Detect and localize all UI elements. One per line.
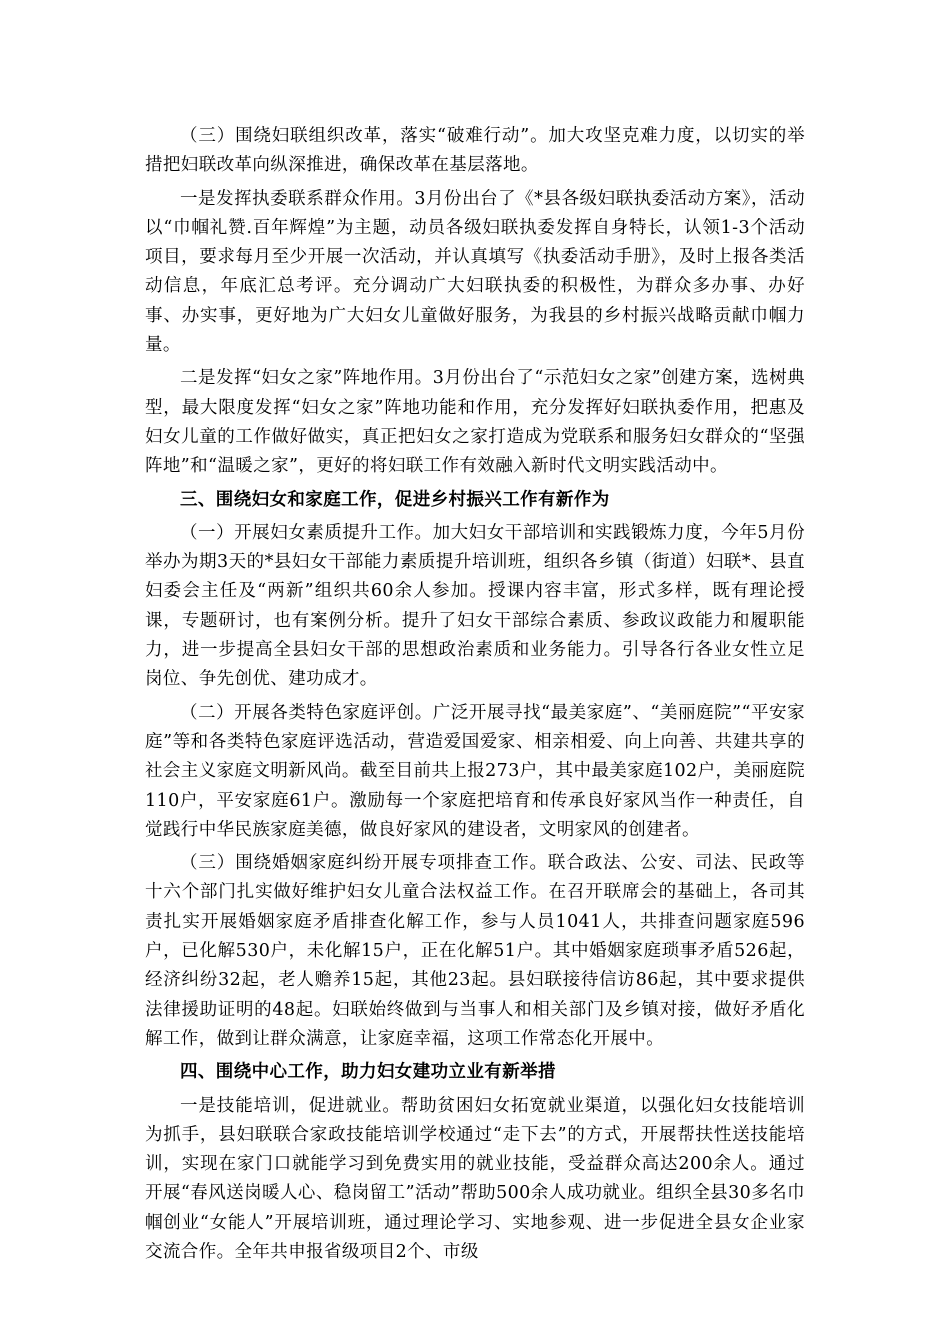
paragraph-organization-reform: （三）围绕妇联组织改革，落实“破难行动”。加大攻坚克难力度，以切实的举措把妇联改革向纵深推进，确保改革在基层落地。 (145, 126, 805, 176)
paragraph-womens-home: 二是发挥“妇女之家”阵地作用。3月份出台了“示范妇女之家”创建方案，选树典型，最大限度发挥“妇女之家”阵地功能和作用，充分发挥好妇联执委作用，把惠及妇女儿童的工作做好做实，真正把妇女之家打造成为党联系和服务妇女群众的“坚强阵地”和“温暖之家”，更好的将妇联工作有效融入新时代文明实践活动中。 (145, 368, 805, 477)
document-page (145, 122, 805, 1267)
paragraph-skill-training: 一是技能培训，促进就业。帮助贫困妇女拓宽就业渠道，以强化妇女技能培训为抓手，县妇联联合家政技能培训学校通过“走下去”的方式，开展帮扶性送技能培训，实现在家门口就能学习到免费实用的就业技能，受益群众高达200余人。通过开展“春风送岗暖人心、稳岗留工”活动”帮助500余人成功就业。组织全县30多名巾帼创业“女能人”开展培训班，通过理论学习、实地参观、进一步促进全县女企业家交流合作。全年共申报省级项目2个、市级 (145, 1095, 805, 1262)
section-heading-central-work: 四、围绕中心工作，助力妇女建功立业有新举措 (180, 1062, 556, 1083)
paragraph-family-evaluation: （二）开展各类特色家庭评创。广泛开展寻找“最美家庭”、“美丽庭院”“平安家庭”等和各类特色家庭评选活动，营造爱国爱家、相亲相爱、向上向善、共建共享的社会主义家庭文明新风尚。截至目前共上报273户，其中最美家庭102户，美丽庭院110户，平安家庭61户。激励每一个家庭把培育和传承良好家风当作一种责任，自觉践行中华民族家庭美德，做良好家风的建设者，文明家风的创建者。 (145, 702, 805, 840)
section-heading-rural-revitalization: 三、围绕妇女和家庭工作，促进乡村振兴工作有新作为 (180, 489, 610, 510)
paragraph-quality-improvement: （一）开展妇女素质提升工作。加大妇女干部培训和实践锻炼力度，今年5月份举办为期3天的*县妇女干部能力素质提升培训班，组织各乡镇（街道）妇联*、县直妇委会主任及“两新”组织共60余人参加。授课内容丰富，形式多样，既有理论授课，专题研讨，也有案例分析。提升了妇女干部综合素质、参政议政能力和履职能力，进一步提高全县妇女干部的思想政治素质和业务能力。引导各行各业女性立足岗位、争先创优、建功成才。 (145, 522, 805, 690)
paragraph-dispute-investigation: （三）围绕婚姻家庭纠纷开展专项排查工作。联合政法、公安、司法、民政等十六个部门扎实做好维护妇女儿童合法权益工作。在召开联席会的基础上，各司其责扎实开展婚姻家庭矛盾排查化解工作，参与人员1041人，共排查问题家庭596户，已化解530户，未化解15户，正在化解51户。其中婚姻家庭琐事矛盾526起，经济纠纷32起，老人赡养15起，其他23起。县妇联接待信访86起，其中要求提供法律援助证明的48起。妇联始终做到与当事人和相关部门及乡镇对接，做好矛盾化解工作，做到让群众满意，让家庭幸福，这项工作常态化开展中。 (145, 853, 805, 1049)
paragraph-executive-committee: 一是发挥执委联系群众作用。3月份出台了《*县各级妇联执委活动方案》，活动以“巾帼礼赞.百年辉煌”为主题，动员各级妇联执委发挥自身特长，认领1-3个活动项目，要求每月至少开展一次活动，并认真填写《执委活动手册》，及时上报各类活动信息，年底汇总考评。充分调动广大妇联执委的积极性，为群众多办事、办好事、办实事，更好地为广大妇女儿童做好服务，为我县的乡村振兴战略贡献巾帼力量。 (145, 188, 805, 356)
